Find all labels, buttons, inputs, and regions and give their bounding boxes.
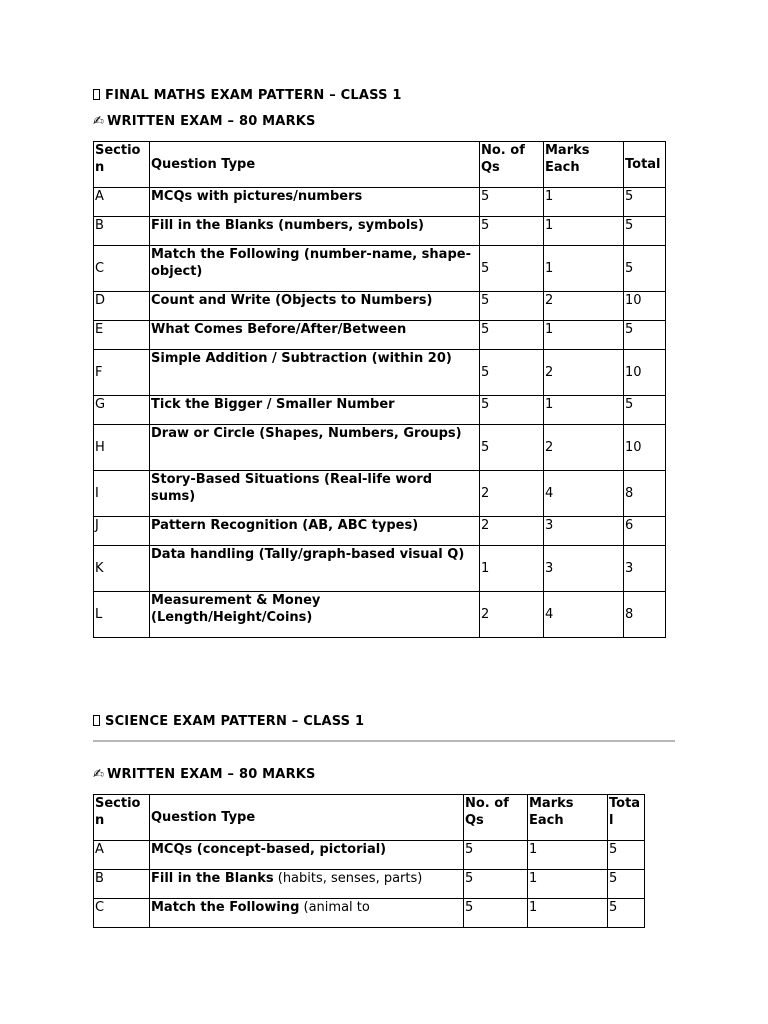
table-row [94,517,666,546]
header-total: Total [624,142,666,188]
table-header-row [94,795,645,841]
question-type-bold: MCQs (concept-based, pictorial) [151,842,387,857]
cell-question-type: Tick the Bigger / Smaller Number [150,396,480,425]
cell-question-type: Fill in the Blanks (numbers, symbols) [150,217,480,246]
cell-section: C [94,899,150,928]
table-row [94,217,666,246]
maths-pattern-table [93,141,666,638]
cell-section: A [94,841,150,870]
table-row [94,899,645,928]
cell-total: 3 [624,546,666,592]
cell-total: 10 [624,350,666,396]
cell-no-of-qs: 2 [480,592,544,638]
question-type-detail: (habits, senses, parts) [273,871,423,886]
cell-section: J [94,517,150,546]
cell-section: B [94,217,150,246]
table-row [94,321,666,350]
cell-question-type [150,899,464,928]
cell-section: E [94,321,150,350]
cell-question-type: What Comes Before/After/Between [150,321,480,350]
cell-question-type: Pattern Recognition (AB, ABC types) [150,517,480,546]
cell-no-of-qs: 5 [480,396,544,425]
cell-marks-each: 4 [544,592,624,638]
cell-total: 5 [624,396,666,425]
cell-section: K [94,546,150,592]
cell-total: 5 [624,188,666,217]
cell-total: 5 [624,217,666,246]
cell-no-of-qs: 5 [480,217,544,246]
cell-marks-each: 1 [544,321,624,350]
cell-marks-each: 2 [544,425,624,471]
header-total: Tota l [608,795,645,841]
cell-total: 5 [608,841,645,870]
table-row [94,188,666,217]
header-no-of-qs: No. of Qs [480,142,544,188]
cell-total: 5 [624,246,666,292]
cell-section: C [94,246,150,292]
table-row [94,592,666,638]
table-row [94,246,666,292]
cell-section: D [94,292,150,321]
question-type-detail: (animal to [299,900,370,915]
cell-section: G [94,396,150,425]
cell-no-of-qs: 5 [480,246,544,292]
cell-marks-each: 1 [528,841,608,870]
cell-question-type: Measurement & Money (Length/Height/Coins) [150,592,480,638]
book-icon [93,89,100,100]
table-row [94,870,645,899]
cell-no-of-qs: 5 [480,321,544,350]
header-no-of-qs: No. of Qs [464,795,528,841]
cell-marks-each: 1 [528,870,608,899]
book-icon [93,715,100,726]
cell-no-of-qs: 5 [480,188,544,217]
cell-question-type: Count and Write (Objects to Numbers) [150,292,480,321]
cell-total: 6 [624,517,666,546]
table-row [94,546,666,592]
cell-marks-each: 1 [544,396,624,425]
science-title: SCIENCE EXAM PATTERN – CLASS 1 [93,714,364,729]
cell-total: 5 [624,321,666,350]
cell-marks-each: 1 [544,217,624,246]
table-row [94,350,666,396]
header-question-type: Question Type [150,142,480,188]
cell-question-type [150,841,464,870]
table-header-row [94,142,666,188]
cell-no-of-qs: 5 [464,870,528,899]
question-type-bold: Match the Following [151,900,300,915]
cell-no-of-qs: 5 [464,841,528,870]
writing-hand-icon: ✍ [93,767,105,782]
cell-no-of-qs: 1 [480,546,544,592]
header-section: Sectio n [94,142,150,188]
cell-total: 5 [608,870,645,899]
cell-marks-each: 1 [544,246,624,292]
cell-section: B [94,870,150,899]
header-marks-each: Marks Each [544,142,624,188]
cell-no-of-qs: 5 [480,350,544,396]
cell-question-type: MCQs with pictures/numbers [150,188,480,217]
cell-question-type [150,870,464,899]
cell-question-type: Story-Based Situations (Real-life word sums) [150,471,480,517]
cell-total: 10 [624,292,666,321]
cell-section: A [94,188,150,217]
cell-marks-each: 3 [544,517,624,546]
science-subtitle: ✍ WRITTEN EXAM – 80 MARKS [93,767,316,782]
cell-no-of-qs: 5 [480,292,544,321]
cell-section: L [94,592,150,638]
section-divider [93,740,675,742]
cell-no-of-qs: 5 [464,899,528,928]
cell-section: F [94,350,150,396]
maths-subtitle: ✍ WRITTEN EXAM – 80 MARKS [93,114,316,129]
table-row [94,471,666,517]
cell-marks-each: 4 [544,471,624,517]
header-section: Sectio n [94,795,150,841]
table-row [94,396,666,425]
table-row [94,425,666,471]
cell-question-type: Match the Following (number-name, shape-object) [150,246,480,292]
cell-marks-each: 1 [528,899,608,928]
cell-marks-each: 1 [544,188,624,217]
table-row [94,841,645,870]
question-type-bold: Fill in the Blanks [151,871,274,886]
cell-no-of-qs: 2 [480,471,544,517]
cell-total: 8 [624,592,666,638]
cell-question-type: Data handling (Tally/graph-based visual Q) [150,546,480,592]
cell-no-of-qs: 2 [480,517,544,546]
table-row [94,292,666,321]
cell-no-of-qs: 5 [480,425,544,471]
cell-question-type: Draw or Circle (Shapes, Numbers, Groups) [150,425,480,471]
cell-question-type: Simple Addition / Subtraction (within 20) [150,350,480,396]
cell-section: H [94,425,150,471]
cell-marks-each: 2 [544,292,624,321]
cell-total: 10 [624,425,666,471]
cell-section: I [94,471,150,517]
science-pattern-table [93,794,645,928]
maths-title: FINAL MATHS EXAM PATTERN – CLASS 1 [93,88,402,103]
cell-total: 8 [624,471,666,517]
cell-marks-each: 2 [544,350,624,396]
cell-marks-each: 3 [544,546,624,592]
cell-total: 5 [608,899,645,928]
writing-hand-icon: ✍ [93,114,105,129]
header-question-type: Question Type [150,795,464,841]
header-marks-each: Marks Each [528,795,608,841]
